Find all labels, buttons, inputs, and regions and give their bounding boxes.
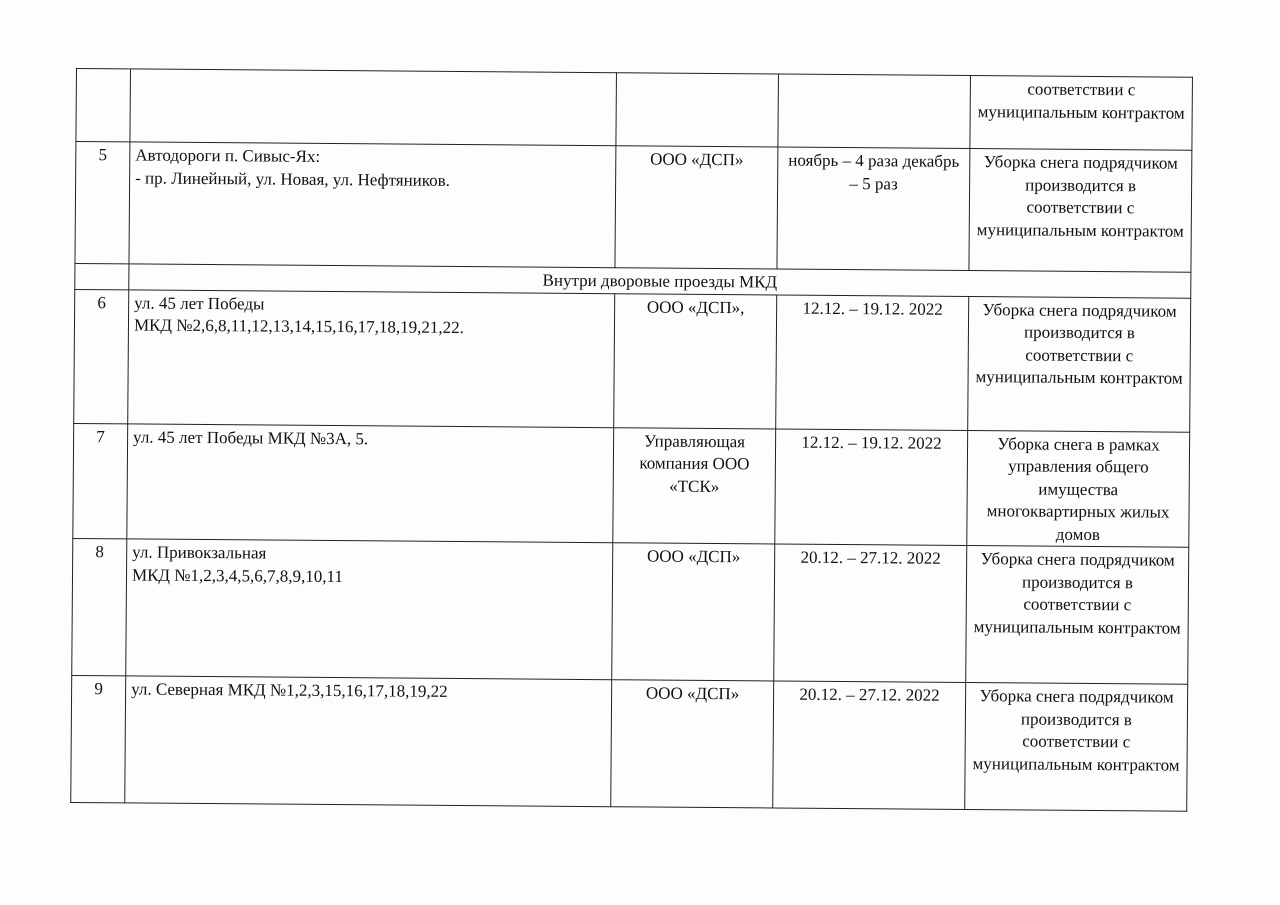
cell-name: [128, 289, 615, 427]
object-title: ул. Привокзальная: [132, 542, 267, 563]
cell-name: [126, 539, 613, 680]
cell-org: ООО «ДСП»,: [614, 293, 777, 428]
schedule-table: [70, 68, 1193, 812]
object-title: ул. 45 лет Победы МКД №3А, 5.: [133, 426, 369, 448]
cell-date: 12.12. – 19.12. 2022: [776, 295, 969, 431]
cell-date: ноябрь – 4 раза декабрь – 5 раз: [777, 147, 970, 271]
cell-name: [129, 142, 616, 268]
cell-note: Уборка снега подрядчиком производится в соответствии с муниципальным контрактом: [968, 296, 1191, 432]
cell-num: 7: [73, 423, 128, 539]
object-title: Автодороги п. Сивыс-Ях:: [135, 145, 321, 166]
table-row: [74, 289, 1191, 432]
cell-org: [616, 73, 779, 147]
cell-name: [125, 676, 612, 807]
cell-note: Уборка снега подрядчиком производится в соответствии с муниципальным контрактом: [966, 546, 1189, 685]
cell-date: 12.12. – 19.12. 2022: [775, 429, 968, 546]
object-title: ул. Северная МКД №1,2,3,15,16,17,18,19,22: [131, 679, 448, 701]
cell-org: ООО «ДСП»: [611, 680, 774, 808]
object-detail: - пр. Линейный, ул. Новая, ул. Нефтяников.: [135, 167, 451, 190]
cell-note: Уборка снега подрядчиком производится в соответствии с муниципальным контрактом: [969, 149, 1192, 273]
cell-num: [76, 69, 131, 142]
cell-note: соответствии с муниципальным контрактом: [970, 76, 1193, 151]
cell-num: 9: [71, 675, 126, 802]
table-row: [75, 142, 1192, 273]
object-title: ул. 45 лет Победы: [134, 292, 265, 313]
cell-num: 5: [75, 142, 130, 264]
cell-num: 6: [74, 289, 129, 423]
cell-org: Управляющая компания ООО «ТСК»: [613, 427, 776, 544]
table-row: [72, 538, 1189, 684]
table-row: [73, 423, 1190, 547]
section-title: Внутри дворовые проезды МКД: [129, 264, 1191, 298]
cell-name: [130, 69, 617, 146]
cell-org: ООО «ДСП»: [612, 543, 775, 681]
cell-name: [127, 423, 614, 542]
cell-org: ООО «ДСП»: [615, 146, 778, 269]
cell-note: Уборка снега в рамках управления общего имущества многоквартирных жилых домов: [967, 430, 1190, 547]
cell-num: [75, 263, 129, 289]
cell-note: Уборка снега подрядчиком производится в соответствии с муниципальным контрактом: [965, 683, 1188, 812]
document-sheet: [70, 68, 1192, 812]
cell-date: 20.12. – 27.12. 2022: [773, 681, 966, 810]
table-row: [71, 675, 1188, 811]
cell-date: [778, 74, 971, 149]
object-detail: МКД №1,2,3,4,5,6,7,8,9,10,11: [131, 564, 343, 586]
cell-date: 20.12. – 27.12. 2022: [774, 544, 967, 683]
cell-num: 8: [72, 538, 127, 675]
object-detail: МКД №2,6,8,11,12,13,14,15,16,17,18,19,21,22.: [133, 315, 464, 338]
table-row-continued: [76, 69, 1193, 151]
